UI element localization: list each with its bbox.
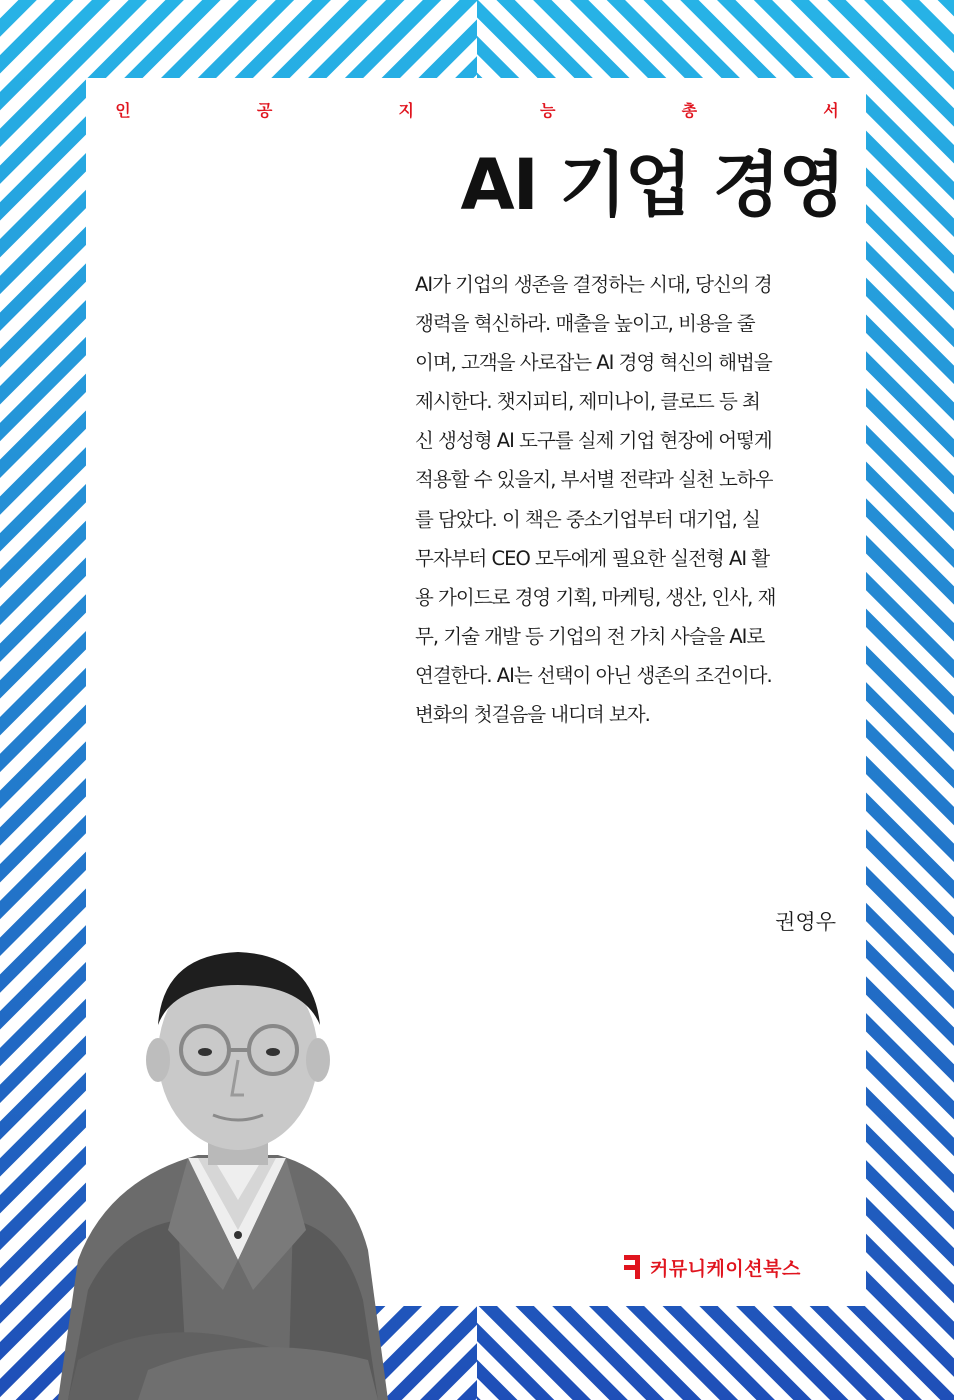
- author-name: 권영우: [775, 910, 836, 934]
- series-char: 능: [540, 101, 556, 120]
- series-label: [114, 98, 840, 122]
- series-char: 총: [681, 101, 698, 120]
- description-line: 쟁력을 혁신하라. 매출을 높이고, 비용을 줄: [415, 312, 755, 336]
- description-line: 신 생성형 AI 도구를 실제 기업 현장에 어떻게: [415, 429, 772, 453]
- publisher-name: 커뮤니케이션북스: [650, 1257, 801, 1280]
- description-line: 제시한다. 챗지피티, 제미나이, 클로드 등 최: [415, 390, 760, 414]
- author-portrait: [48, 930, 388, 1400]
- series-char: 지: [398, 101, 414, 120]
- description-line: 무, 기술 개발 등 기업의 전 가치 사슬을 AI로: [415, 624, 765, 648]
- series-char: 서: [823, 101, 839, 120]
- description-line: 무자부터 CEO 모두에게 필요한 실전형 AI 활: [415, 546, 770, 570]
- description-line: 적용할 수 있을지, 부서별 전략과 실천 노하우: [415, 468, 773, 492]
- description-line: 변화의 첫걸음을 내디뎌 보자.: [415, 703, 650, 727]
- publisher-mark-icon: [622, 1252, 644, 1282]
- series-char: 인: [115, 101, 131, 120]
- description-line: 이며, 고객을 사로잡는 AI 경영 혁신의 해법을: [415, 351, 772, 375]
- book-description: [415, 265, 837, 734]
- description-line: AI가 기업의 생존을 결정하는 시대, 당신의 경: [415, 273, 772, 296]
- description-line: 를 담았다. 이 책은 중소기업부터 대기업, 실: [415, 507, 760, 531]
- description-line: 연결한다. AI는 선택이 아닌 생존의 조건이다.: [415, 663, 772, 687]
- series-char: 공: [256, 101, 273, 120]
- book-title: AI 기업 경영: [460, 144, 844, 226]
- publisher-logo: [622, 1250, 801, 1284]
- description-line: 용 가이드로 경영 기획, 마케팅, 생산, 인사, 재: [415, 585, 776, 609]
